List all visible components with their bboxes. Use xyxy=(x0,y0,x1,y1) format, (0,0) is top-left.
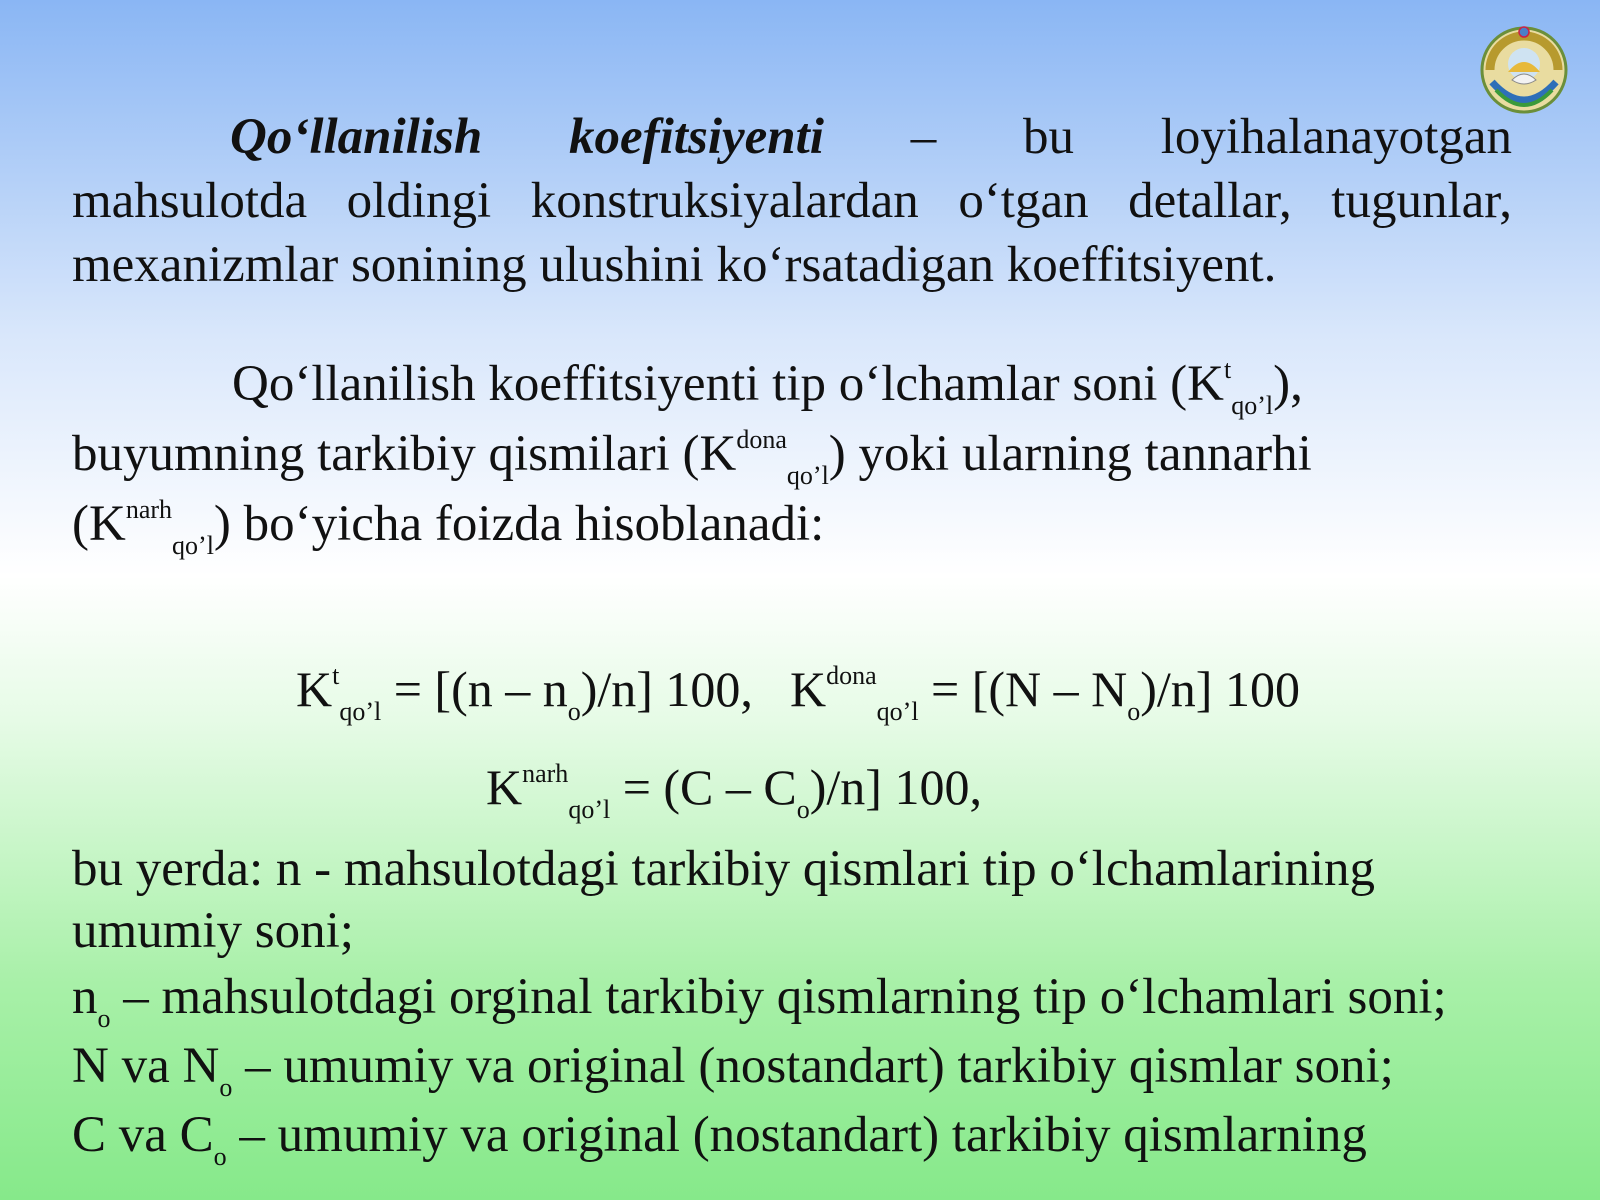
definition-dash: – xyxy=(910,109,937,165)
definition-paragraph xyxy=(72,105,1512,297)
definition-word: oldingi xyxy=(346,173,492,229)
coefficient-line-2: buyumning tarkibiy qismilari $(K^{dona}_{qo’l})$ yoki ularning tannarhi xyxy=(72,425,1312,490)
definition-word-loyihalanayotgan: loyihalanayotgan xyxy=(1160,109,1512,165)
definition-word: o‘tgan xyxy=(958,173,1089,229)
definition-line-1 xyxy=(72,105,1512,169)
definition-word: detallar, xyxy=(1128,173,1292,229)
legend-line-C-o: C va $C_o$ – umumiy va original (nostandart) tarkibiy qismlarning xyxy=(72,1107,1367,1171)
formula-k-dona: $K^{dona}_{qo’l} = [(N - N_o)/n]$ 100 xyxy=(790,661,1300,726)
legend-line-2: umumiy soni; xyxy=(72,903,354,959)
coefficient-line-3: $(K^{narh}_{qo’l})$ bo‘yicha foizda hisoblanadi: xyxy=(72,495,825,560)
definition-line-3: mexanizmlar sonining ulushini ko‘rsatadigan koeffitsiyent. xyxy=(72,237,1277,293)
definition-word: tugunlar, xyxy=(1331,173,1512,229)
legend-line-1: bu yerda: n - mahsulotdagi tarkibiy qismlari tip o‘lchamlarining xyxy=(72,841,1376,897)
definition-line-2 xyxy=(72,169,1512,233)
definition-word-bu: bu xyxy=(1023,109,1074,165)
term-word-1: Qo‘llanilish xyxy=(230,109,483,165)
definition-word: konstruksiyalardan xyxy=(530,173,919,229)
term-word-2: koefitsiyenti xyxy=(569,109,824,165)
legend-line-N-o: N va $N_o$ – umumiy va original (nostandart) tarkibiy qismlar soni; xyxy=(72,1038,1394,1102)
state-emblem-icon xyxy=(1478,22,1570,114)
coefficient-line-1: Qo‘llanilish koeffitsiyenti tip o‘lchamlar soni $(K^t_{qo’l})$, xyxy=(232,355,1303,420)
formula-k-t: $K^t_{qo’l} = [(n - n_o)/n]$ 100, xyxy=(296,661,753,726)
formula-k-narh: $K^{narh}_{qo’l} = (C - C_o)/n$] 100, xyxy=(486,759,982,824)
definition-word: mahsulotda xyxy=(72,173,308,229)
legend-line-n-o: $n_o$ – mahsulotdagi orginal tarkibiy qismlarning tip o‘lchamlari soni; xyxy=(72,969,1447,1033)
